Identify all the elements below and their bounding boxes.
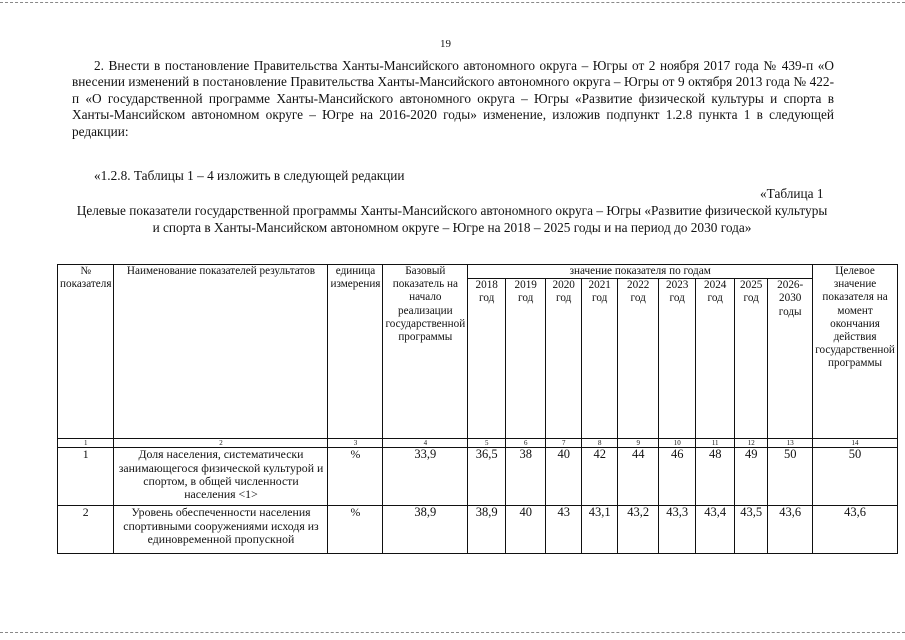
row-unit: % xyxy=(328,448,383,506)
column-index: 11 xyxy=(696,439,735,448)
header-years-group: значение показателя по годам xyxy=(468,265,813,279)
row-value: 36,5 xyxy=(468,448,506,506)
header-year: 2021 год xyxy=(582,279,618,439)
header-year: 2019 год xyxy=(506,279,546,439)
row-value: 49 xyxy=(735,448,768,506)
header-target: Целевое значение показателя на момент окончания действия государственной программы xyxy=(813,265,898,439)
column-index: 9 xyxy=(618,439,659,448)
row-value: 42 xyxy=(582,448,618,506)
header-year: 2025 год xyxy=(735,279,768,439)
row-unit: % xyxy=(328,506,383,554)
row-value: 40 xyxy=(506,506,546,554)
row-value: 38 xyxy=(506,448,546,506)
column-index: 13 xyxy=(768,439,813,448)
header-year: 2024 год xyxy=(696,279,735,439)
header-name: Наименование показателей результатов xyxy=(114,265,328,439)
header-year: 2022 год xyxy=(618,279,659,439)
header-unit: единица измерения xyxy=(328,265,383,439)
column-index: 8 xyxy=(582,439,618,448)
row-value: 38,9 xyxy=(468,506,506,554)
table-row xyxy=(58,448,898,506)
row-num: 1 xyxy=(58,448,114,506)
table-row xyxy=(58,506,898,554)
row-name: Доля населения, систематически занимающегося физической культурой и спортом, в общей численности населения <1> xyxy=(114,448,328,506)
target-indicators-table xyxy=(57,264,898,554)
column-index: 10 xyxy=(659,439,696,448)
header-year: 2026-2030 годы xyxy=(768,279,813,439)
paragraph-amendment-text: 2. Внести в постановление Правительства Ханты-Мансийского автономного округа – Югры от 2 ноября 2017 года № 439-п «О внесении изменений в постановление Правительства Ханты-Мансийского автономного округа – Югры от 9 октября 2013 года № 422-п «О государственной программе Ханты-Мансийского автономного округа – Югры «Развитие физической культуры и спорта в Ханты-Мансийском автономном округе – Югре на 2016-2020 годы» изменение, изложив подпункт 1.2.8 пункта 1 в следующей редакции: xyxy=(72,58,834,139)
row-value: 46 xyxy=(659,448,696,506)
header-num: № показателя xyxy=(58,265,114,439)
row-value: 44 xyxy=(618,448,659,506)
header-year: 2018 год xyxy=(468,279,506,439)
column-index: 4 xyxy=(383,439,468,448)
row-value: 43,5 xyxy=(735,506,768,554)
column-index: 1 xyxy=(58,439,114,448)
row-value: 43,2 xyxy=(618,506,659,554)
row-name: Уровень обеспеченности населения спортивными сооружениями исходя из единовременной пропускной xyxy=(114,506,328,554)
row-value: 43 xyxy=(546,506,582,554)
row-num: 2 xyxy=(58,506,114,554)
row-target: 43,6 xyxy=(813,506,898,554)
header-year: 2023 год xyxy=(659,279,696,439)
header-base: Базовый показатель на начало реализации государственной программы xyxy=(383,265,468,439)
column-index: 2 xyxy=(114,439,328,448)
paragraph-amendment xyxy=(72,58,834,140)
top-scan-border xyxy=(0,2,905,3)
column-index: 12 xyxy=(735,439,768,448)
table-label: «Таблица 1 xyxy=(760,186,824,201)
column-index: 3 xyxy=(328,439,383,448)
row-value: 40 xyxy=(546,448,582,506)
row-value: 50 xyxy=(768,448,813,506)
row-value: 43,6 xyxy=(768,506,813,554)
row-base: 38,9 xyxy=(383,506,468,554)
column-index: 14 xyxy=(813,439,898,448)
row-value: 43,4 xyxy=(696,506,735,554)
column-index: 7 xyxy=(546,439,582,448)
paragraph-tables-note: «1.2.8. Таблицы 1 – 4 изложить в следующей редакции xyxy=(94,168,405,183)
header-year: 2020 год xyxy=(546,279,582,439)
bottom-scan-border xyxy=(0,632,905,633)
column-index: 6 xyxy=(506,439,546,448)
table-title: Целевые показатели государственной программы Ханты-Мансийского автономного округа – Югры «Развитие физической культуры и спорта в Ханты-Мансийском автономном округе – Югре на 2018 – 2025 годы и на период до 2030 года» xyxy=(76,203,828,235)
row-value: 43,1 xyxy=(582,506,618,554)
row-base: 33,9 xyxy=(383,448,468,506)
row-value: 43,3 xyxy=(659,506,696,554)
column-index: 5 xyxy=(468,439,506,448)
row-target: 50 xyxy=(813,448,898,506)
row-value: 48 xyxy=(696,448,735,506)
page-number: 19 xyxy=(440,38,451,50)
